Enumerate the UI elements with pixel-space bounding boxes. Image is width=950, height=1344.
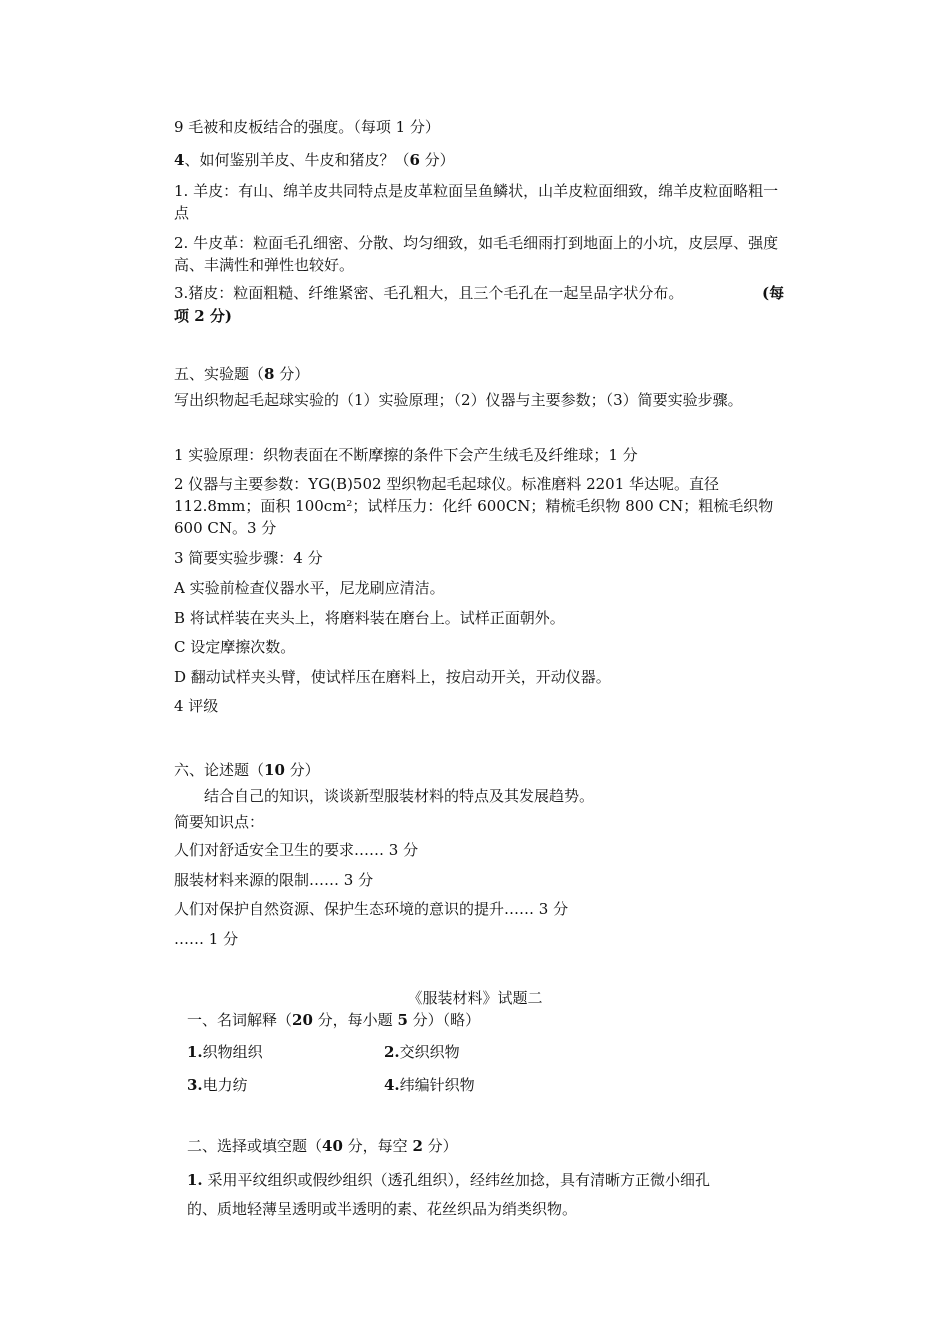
section-score-each: 2: [412, 1137, 423, 1155]
section-score: 20: [292, 1011, 313, 1029]
step-b: B 将试样装在夹头上，将磨料装在磨台上。试样正面朝外。: [174, 609, 565, 627]
section-title-end: 分）: [284, 761, 320, 779]
section-5-answer-1: 1 实验原理：织物表面在不断摩擦的条件下会产生绒毛及纤维球；1 分: [174, 446, 638, 464]
section-score: 40: [322, 1137, 343, 1155]
knowledge-point-1: 人们对舒适安全卫生的要求…… 3 分: [174, 841, 419, 859]
score-note-cont: 项 2 分): [174, 307, 232, 325]
section-title-mid: 分，每空: [342, 1137, 413, 1155]
answer-cow: 2. 牛皮革：粒面毛孔细密、分散、均匀细致，如毛毛细雨打到地面上的小坑，皮层厚、强度高、丰满性和弹性也较好。: [174, 234, 779, 274]
section-score: 8: [264, 365, 275, 383]
question-text: 、如何鉴别羊皮、牛皮和猪皮？（: [184, 151, 410, 169]
paper-2-question-1-cont: 的、质地轻薄呈透明或半透明的素、花丝织品为绡类织物。: [187, 1200, 578, 1218]
term-text: 织物组织: [202, 1043, 263, 1061]
term-number: 4.: [384, 1076, 400, 1094]
knowledge-point-3: 人们对保护自然资源、保护生态环境的意识的提升…… 3 分: [174, 900, 569, 918]
section-5-answer-3: 3 简要实验步骤：4 分: [174, 549, 323, 567]
answer-sheep: 1. 羊皮：有山、绵羊皮共同特点是皮革粒面呈鱼鳞状，山羊皮粒面细致，绵羊皮粒面略粗一点: [174, 182, 779, 222]
text-line: 9 毛被和皮板结合的强度。（每项 1 分）: [174, 118, 440, 136]
step-d: D 翻动试样夹头臂，使试样压在磨料上，按启动开关，开动仪器。: [174, 668, 611, 686]
section-title-text: 六、论述题（: [174, 761, 265, 779]
section-5-answer-2: 2 仪器与主要参数：YG(B)502 型织物起毛起球仪。标准磨料 2201 华达呢。直径 112.8mm；面积 100cm²；试样压力：化纤 600CN；精梳毛织物 800 CN；粗梳毛织物 600 CN。3 分: [174, 475, 774, 537]
term-number: 3.: [187, 1076, 203, 1094]
paper-2-question-1: [187, 1170, 710, 1190]
question-number: 4: [174, 151, 185, 169]
term-text: 电力纺: [202, 1076, 248, 1094]
step-a: A 实验前检查仪器水平，尼龙刷应清洁。: [174, 579, 445, 597]
question-number: 1.: [187, 1171, 203, 1189]
term-text: 交织织物: [399, 1043, 460, 1061]
term-text: 纬编针织物: [399, 1076, 475, 1094]
knowledge-heading: 简要知识点：: [174, 813, 265, 831]
question-4: [174, 150, 455, 170]
question-text-end: 分）: [419, 151, 455, 169]
paper-2-section-1-title: [187, 1010, 480, 1030]
section-5-question: 写出织物起毛起球实验的（1）实验原理；（2）仪器与主要参数；（3）简要实验步骤。: [174, 391, 743, 409]
term-4: [384, 1075, 475, 1095]
answer-pig: 3.猪皮：粒面粗糙、纤维紧密、毛孔粗大，且三个毛孔在一起呈品字状分布。: [174, 284, 684, 302]
section-title-end: 分）: [422, 1137, 458, 1155]
section-score-each: 5: [397, 1011, 408, 1029]
section-title-text: 二、选择或填空题（: [187, 1137, 323, 1155]
score-note: (每: [762, 284, 785, 302]
term-number: 1.: [187, 1043, 203, 1061]
section-title-mid: 分，每小题: [312, 1011, 398, 1029]
term-number: 2.: [384, 1043, 400, 1061]
section-title-end: 分）: [274, 365, 310, 383]
section-title-end: 分）（略）: [407, 1011, 481, 1029]
paper-2-title: 《服装材料》试题二: [407, 989, 543, 1007]
knowledge-point-4: …… 1 分: [174, 930, 239, 948]
paper-2-section-2-title: [187, 1136, 458, 1156]
knowledge-point-2: 服装材料来源的限制…… 3 分: [174, 871, 374, 889]
question-score: 6: [409, 151, 420, 169]
step-c: C 设定摩擦次数。: [174, 638, 296, 656]
step-e: 4 评级: [174, 697, 219, 715]
section-6-title: [174, 760, 320, 780]
section-6-question: 结合自己的知识，谈谈新型服装材料的特点及其发展趋势。: [204, 787, 595, 805]
term-2: [384, 1042, 460, 1062]
section-title-text: 一、名词解释（: [187, 1011, 293, 1029]
section-score: 10: [264, 761, 285, 779]
term-1: [187, 1042, 263, 1062]
section-5-title: [174, 364, 309, 384]
question-text: 采用平纹组织或假纱组织（透孔组织），经纬丝加捻，具有清晰方正微小细孔: [202, 1171, 710, 1189]
section-title-text: 五、实验题（: [174, 365, 265, 383]
term-3: [187, 1075, 248, 1095]
